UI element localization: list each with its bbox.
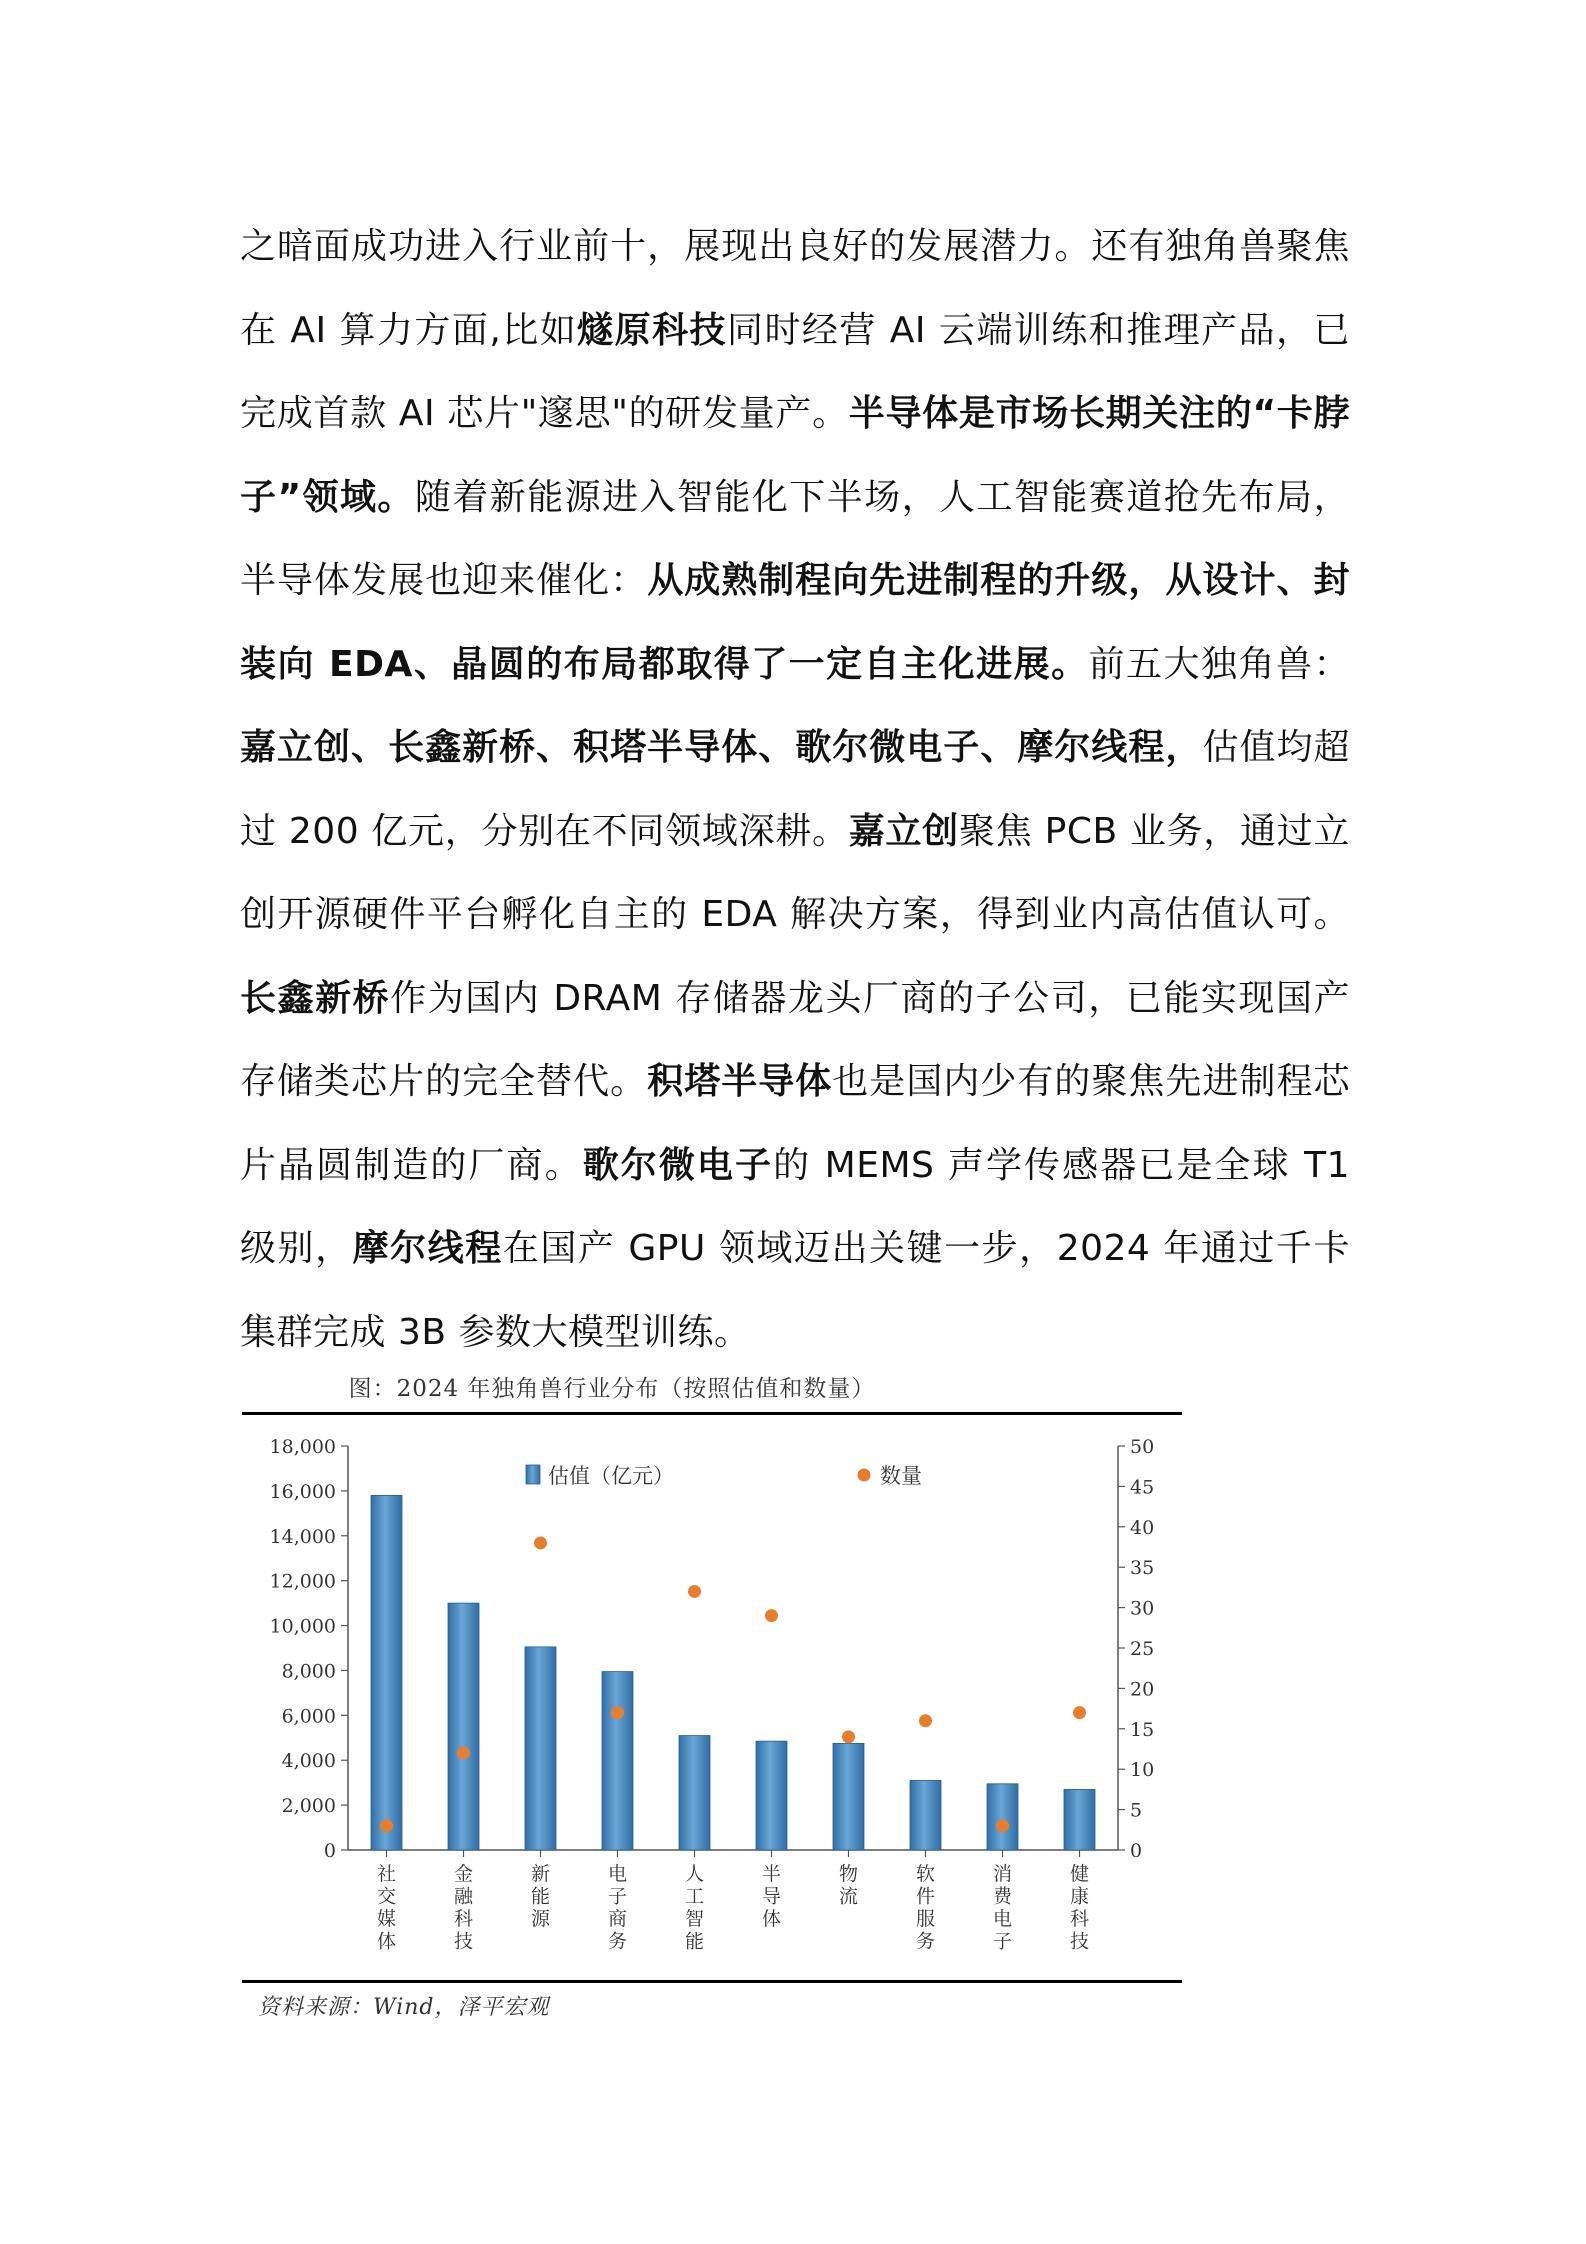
x-axis-category-label: 半导体 (761, 1863, 782, 1930)
right-axis-tick-label: 15 (1130, 1718, 1155, 1741)
right-axis-tick-label: 30 (1130, 1597, 1155, 1620)
article-emphasis: 半导体是市场长期关注的“卡脖子”领域。 (240, 393, 1350, 518)
x-axis-category-label: 新能源 (530, 1863, 551, 1930)
right-axis-tick-label: 50 (1130, 1436, 1155, 1458)
right-axis-tick-label: 45 (1130, 1476, 1155, 1499)
left-axis-tick-label: 10,000 (269, 1615, 336, 1638)
article-emphasis: 从成熟制程向先进制程的升级，从设计、封装向 EDA、晶圆的布局都取得了一定自主化进展。 (240, 560, 1350, 685)
figure-title: 图：2024 年独角兽行业分布（按照估值和数量） (348, 1376, 876, 1402)
x-axis-category-label: 软件服务 (915, 1863, 936, 1953)
article-body (240, 205, 1350, 1374)
dot-count (380, 1819, 393, 1832)
legend-dot-label: 数量 (880, 1464, 922, 1488)
dot-count (688, 1585, 701, 1598)
article-text: 也是国内少有的聚焦先进制程芯片晶圆制造的厂商。 (240, 1061, 1350, 1186)
bar-valuation (756, 1741, 787, 1850)
article-text: 随着新能源进入智能化下半场，人工智能赛道抢先布局，半导体发展也迎来催化： (240, 476, 1350, 601)
bar-valuation (833, 1743, 864, 1850)
x-axis-category-label: 社交媒体 (376, 1863, 397, 1953)
article-text: 之暗面成功进入行业前十，展现出良好的发展潜力。还有独角兽聚焦在 AI 算力方面,比如 (240, 226, 1350, 351)
left-axis-tick-label: 12,000 (269, 1570, 336, 1593)
legend-bar-swatch (526, 1465, 540, 1484)
article-emphasis: 燧原科技 (577, 309, 728, 351)
left-axis-tick-label: 18,000 (269, 1436, 336, 1458)
article-text: 估值均超过 200 亿元，分别在不同领域深耕。 (240, 727, 1350, 852)
dot-count (1073, 1706, 1086, 1719)
dot-count (919, 1714, 932, 1727)
figure-top-rule (242, 1412, 1182, 1415)
bar-valuation (448, 1603, 479, 1850)
dot-count (765, 1609, 778, 1622)
dot-count (457, 1747, 470, 1760)
x-axis-category-label: 健康科技 (1069, 1863, 1090, 1953)
article-text: 前五大独角兽： (1088, 643, 1350, 685)
legend-bar-label: 估值（亿元） (548, 1464, 674, 1488)
right-axis-tick-label: 35 (1130, 1557, 1155, 1580)
article-emphasis: 积塔半导体 (647, 1061, 833, 1102)
x-axis-category-label: 金融科技 (453, 1863, 474, 1953)
x-axis-category-label: 物流 (838, 1863, 859, 1908)
right-axis-tick-label: 5 (1130, 1799, 1143, 1822)
left-axis-tick-label: 6,000 (281, 1705, 336, 1728)
bar-valuation (1064, 1789, 1095, 1850)
bar-valuation (987, 1784, 1018, 1850)
bar-valuation (910, 1780, 941, 1850)
article-text: 同时经营 AI 云端训练和推理产品，已完成首款 AI 芯片"邃思"的研发量产。 (240, 309, 1350, 434)
article-emphasis: 嘉立创、长鑫新桥、积塔半导体、歌尔微电子、摩尔线程， (240, 727, 1203, 768)
figure-bottom-rule (242, 1980, 1182, 1983)
bar-valuation (525, 1647, 556, 1850)
article-emphasis: 歌尔微电子 (582, 1144, 774, 1186)
article-text: 聚焦 PCB 业务，通过立创开源硬件平台孵化自主的 EDA 解决方案，得到业内高估值认可。 (240, 810, 1350, 935)
left-axis-tick-label: 16,000 (269, 1480, 336, 1503)
right-axis-tick-label: 20 (1130, 1678, 1155, 1701)
dot-count (842, 1730, 855, 1743)
right-axis-tick-label: 10 (1130, 1759, 1155, 1782)
right-axis-tick-label: 40 (1130, 1516, 1155, 1539)
x-axis-category-label: 消费电子 (992, 1863, 1013, 1953)
article-emphasis: 嘉立创 (848, 810, 959, 852)
bar-valuation (679, 1736, 710, 1850)
left-axis-tick-label: 8,000 (281, 1660, 336, 1683)
left-axis-tick-label: 4,000 (281, 1750, 336, 1773)
right-axis-tick-label: 25 (1130, 1638, 1155, 1660)
article-emphasis: 摩尔线程 (352, 1228, 503, 1269)
dot-count (996, 1819, 1009, 1832)
article-text: 作为国内 DRAM 存储器龙头厂商的子公司，已能实现国产存储类芯片的完全替代。 (240, 977, 1350, 1102)
bar-valuation (371, 1495, 402, 1850)
right-axis-tick-label: 0 (1130, 1840, 1143, 1862)
industry-distribution-chart (242, 1418, 1202, 1973)
article-text: 在国产 GPU 领域迈出关键一步，2024 年通过千卡集群完成 3B 参数大模型训练。 (240, 1228, 1350, 1353)
article-text: 的 MEMS 声学传感器已是全球 T1 级别， (240, 1144, 1350, 1269)
dot-count (534, 1536, 547, 1549)
legend-dot-swatch (858, 1469, 871, 1482)
article-emphasis: 长鑫新桥 (240, 977, 391, 1019)
dot-count (611, 1706, 624, 1719)
x-axis-category-label: 电子商务 (607, 1863, 628, 1953)
x-axis-category-label: 人工智能 (684, 1863, 705, 1953)
figure-source: 资料来源：Wind，泽平宏观 (258, 1995, 550, 2020)
left-axis-tick-label: 14,000 (269, 1525, 336, 1548)
bar-valuation (602, 1672, 633, 1850)
left-axis-tick-label: 2,000 (281, 1795, 336, 1818)
left-axis-tick-label: 0 (323, 1840, 336, 1862)
